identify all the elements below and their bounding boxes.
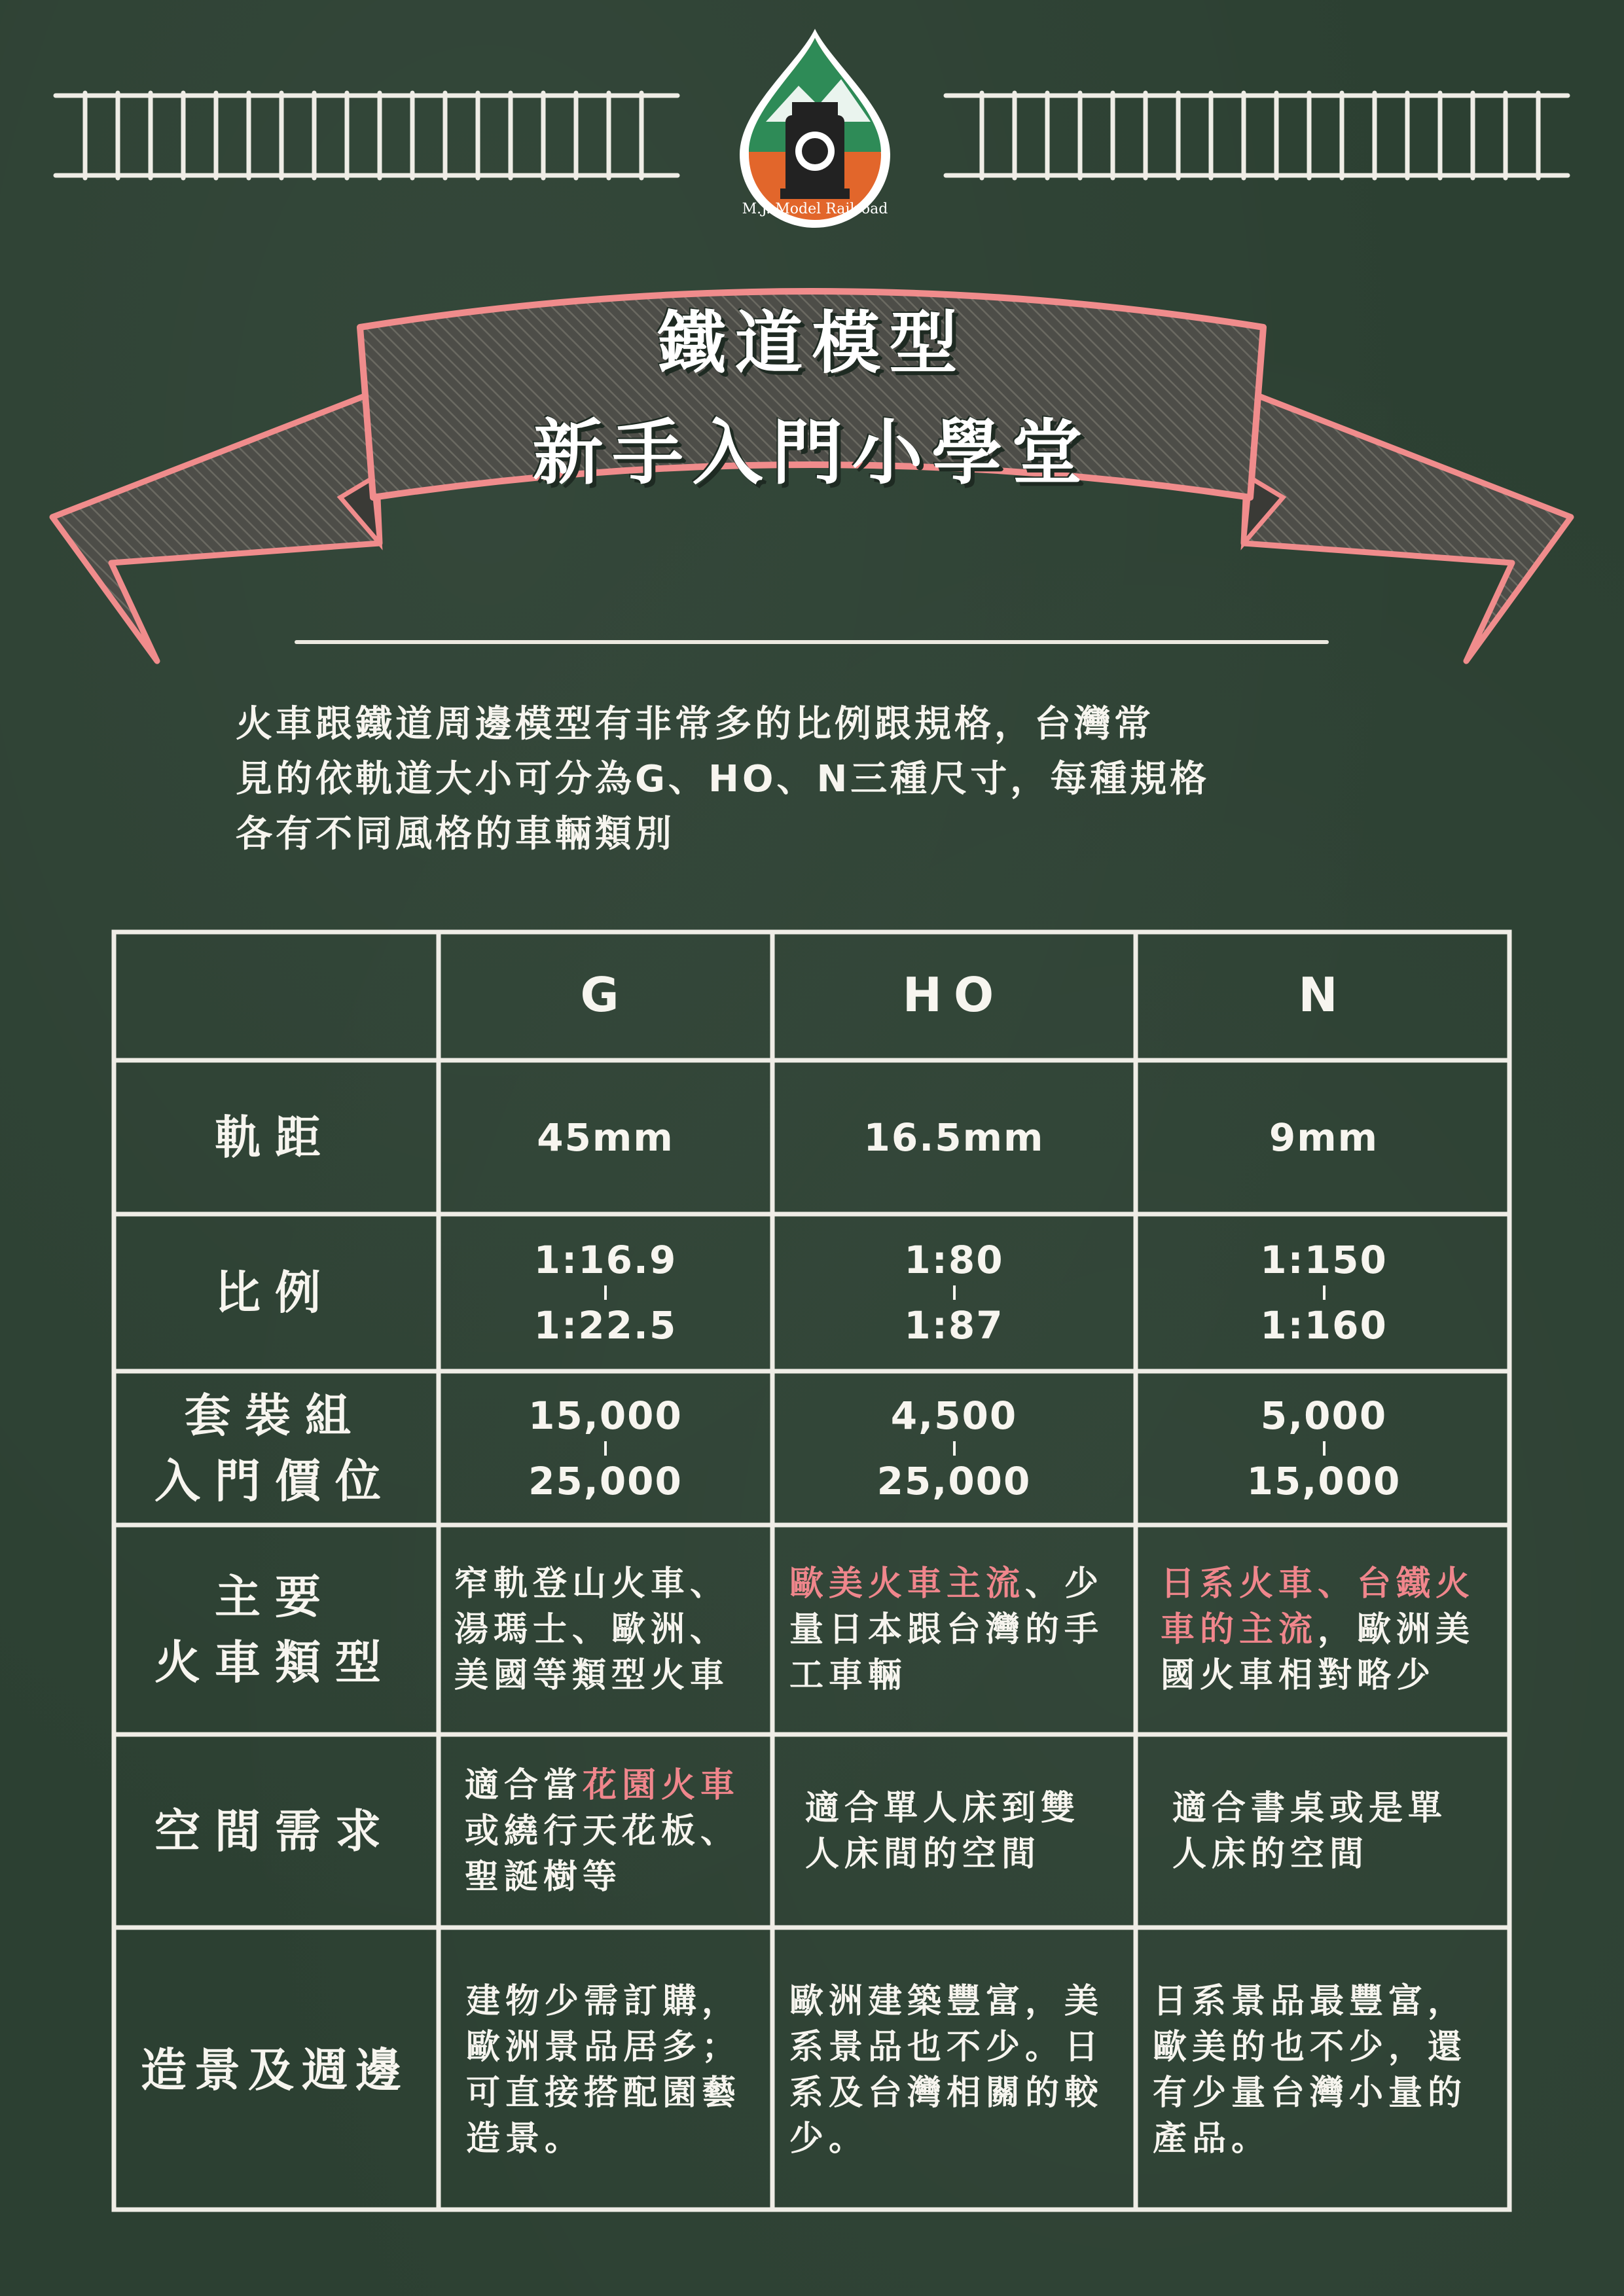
intro-line: 火車跟鐵道周邊模型有非常多的比例跟規格，台灣常 xyxy=(236,703,1154,745)
brand-text: M.J. Model Railroad xyxy=(742,201,888,217)
row-label-price-2: 入門價位 xyxy=(154,1454,395,1508)
range-tick xyxy=(1323,1285,1326,1300)
price-g xyxy=(439,1371,772,1525)
rail-left xyxy=(52,86,681,185)
text-line: 工車輛 xyxy=(789,1656,908,1695)
text-line: 可直接搭配園藝 xyxy=(466,2073,742,2113)
title-line-2: 新手入門小學堂 xyxy=(532,412,1092,494)
price-g-to: 25,000 xyxy=(528,1458,683,1503)
price-ho xyxy=(772,1371,1136,1525)
row-label-price xyxy=(111,1371,439,1525)
highlight-text: 花園火車 xyxy=(583,1765,740,1805)
highlight-text: 歐美火車主流 xyxy=(789,1564,1026,1604)
text-line: 產品。 xyxy=(1153,2119,1271,2159)
price-g-from: 15,000 xyxy=(528,1393,683,1438)
space-n xyxy=(1136,1734,1512,1928)
text-line: 聖誕樹等 xyxy=(465,1857,623,1897)
title-line-1: 鐵道模型 xyxy=(657,303,967,383)
text-fragment: ，歐洲美 xyxy=(1318,1610,1475,1649)
text-line: 國火車相對略少 xyxy=(1161,1656,1436,1695)
text-line: 歐洲景品居多； xyxy=(466,2027,742,2067)
gauge-n: 9mm xyxy=(1269,1115,1379,1160)
price-ho-from: 4,500 xyxy=(890,1393,1018,1438)
text-line: 少。 xyxy=(789,2119,869,2159)
range-tick xyxy=(953,1441,956,1456)
text-fragment: 、少 xyxy=(1025,1564,1104,1604)
text-line: 系及台灣相關的較 xyxy=(789,2073,1104,2113)
scale-g xyxy=(439,1214,772,1371)
types-ho xyxy=(772,1525,1136,1734)
text-line: 或繞行天花板、 xyxy=(465,1811,740,1851)
brand-logo xyxy=(720,24,910,233)
price-n-from: 5,000 xyxy=(1260,1393,1388,1438)
row-label-scenery: 造景及週邊 xyxy=(141,2043,409,2097)
text-line: 窄軌登山火車、 xyxy=(454,1564,730,1604)
range-tick xyxy=(604,1285,607,1300)
range-tick xyxy=(1323,1441,1326,1456)
intro-paragraph xyxy=(236,697,1401,862)
types-g xyxy=(439,1525,772,1734)
row-label-types-1: 主要 xyxy=(215,1570,335,1624)
rail-right xyxy=(943,86,1571,185)
scale-n-to: 1:160 xyxy=(1260,1303,1388,1348)
scale-g-to: 1:22.5 xyxy=(533,1303,677,1348)
text-line: 適合單人床到雙 xyxy=(805,1788,1081,1828)
header-n: N xyxy=(1298,967,1350,1022)
range-tick xyxy=(953,1285,956,1300)
scenery-ho xyxy=(772,1928,1136,2212)
text-line: 歐洲建築豐富，美 xyxy=(789,1981,1104,2021)
text-line: 有少量台灣小量的 xyxy=(1153,2073,1468,2113)
row-label-types-2: 火車類型 xyxy=(154,1636,395,1689)
text-line: 造景。 xyxy=(466,2119,585,2159)
intro-line: 各有不同風格的車輛類別 xyxy=(236,813,675,855)
gauge-g: 45mm xyxy=(537,1115,674,1160)
price-n xyxy=(1136,1371,1512,1525)
space-g xyxy=(439,1734,772,1928)
header-ho: HO xyxy=(902,967,1006,1022)
scale-n xyxy=(1136,1214,1512,1371)
title-divider xyxy=(295,640,1329,644)
text-line: 人床間的空間 xyxy=(805,1834,1041,1874)
text-line: 美國等類型火車 xyxy=(454,1656,730,1695)
scale-n-from: 1:150 xyxy=(1260,1238,1388,1282)
highlight-text: 車的主流 xyxy=(1161,1610,1318,1649)
text-line: 日系景品最豐富， xyxy=(1153,1981,1468,2021)
scenery-g xyxy=(439,1928,772,2212)
text-line xyxy=(465,1763,740,1808)
types-n xyxy=(1136,1525,1512,1734)
space-ho xyxy=(772,1734,1136,1928)
text-line: 人床的空間 xyxy=(1172,1834,1369,1874)
scenery-n xyxy=(1136,1928,1512,2212)
text-line: 量日本跟台灣的手 xyxy=(789,1610,1104,1649)
text-line xyxy=(789,1561,1104,1607)
row-label-price-1: 套裝組 xyxy=(185,1388,365,1443)
text-line: 歐美的也不少，還 xyxy=(1153,2027,1468,2067)
intro-line: 見的依軌道大小可分為G、HO、N三種尺寸，每種規格 xyxy=(236,758,1210,800)
row-label-types xyxy=(111,1525,439,1734)
row-label-scale: 比例 xyxy=(215,1266,335,1319)
price-ho-to: 25,000 xyxy=(876,1458,1032,1503)
row-label-space: 空間需求 xyxy=(154,1804,395,1858)
range-tick xyxy=(604,1441,607,1456)
comparison-table xyxy=(111,929,1512,2212)
text-line: 系景品也不少。日 xyxy=(789,2027,1104,2067)
text-line xyxy=(1161,1607,1475,1653)
highlight-text: 日系火車、台鐵火 xyxy=(1161,1564,1475,1604)
scale-ho-to: 1:87 xyxy=(904,1303,1004,1348)
locomotive-icon xyxy=(780,102,850,199)
header-g: G xyxy=(580,967,631,1022)
scale-g-from: 1:16.9 xyxy=(533,1238,677,1282)
scale-ho xyxy=(772,1214,1136,1371)
price-n-to: 15,000 xyxy=(1246,1458,1401,1503)
text-line: 建物少需訂購， xyxy=(466,1981,742,2021)
text-line: 湯瑪士、歐洲、 xyxy=(454,1610,730,1649)
gauge-ho: 16.5mm xyxy=(863,1115,1045,1160)
text-fragment: 適合當 xyxy=(465,1765,583,1805)
row-label-gauge: 軌距 xyxy=(215,1110,335,1164)
text-line: 適合書桌或是單 xyxy=(1172,1788,1448,1828)
scale-ho-from: 1:80 xyxy=(904,1238,1004,1282)
